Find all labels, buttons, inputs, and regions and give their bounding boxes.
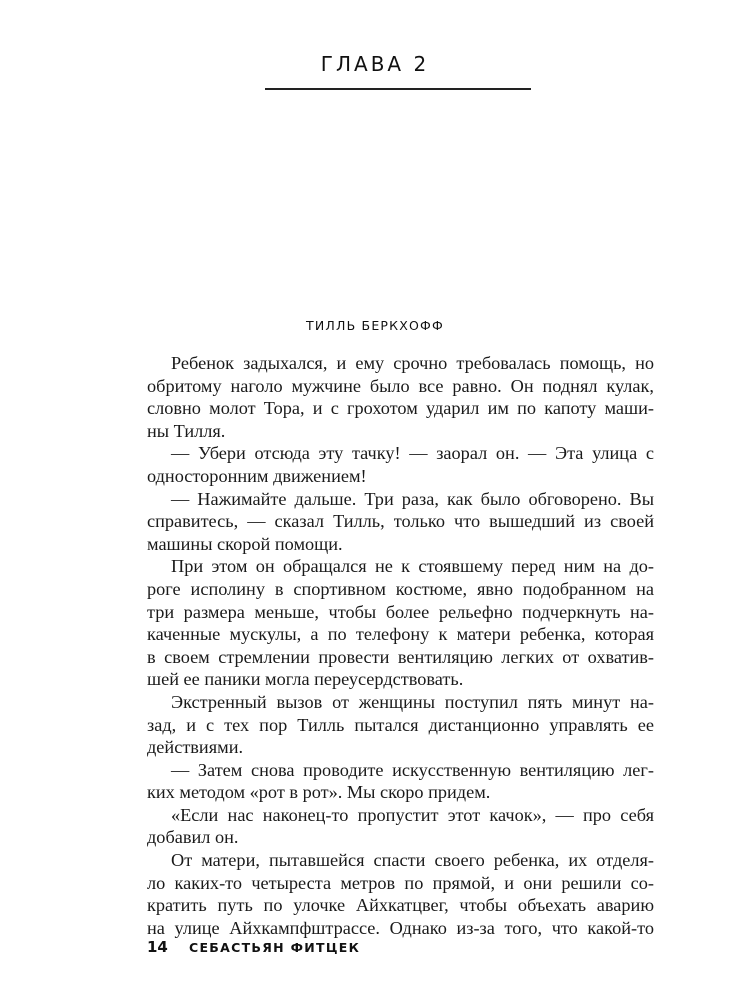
text-line: кратить путь по улочке Айхкатцвег, чтобы объехать аварию <box>147 895 654 916</box>
text-line: три размера меньше, чтобы более рельефно подчеркнуть на- <box>147 601 654 622</box>
text-line: ны Тилля. <box>147 420 226 441</box>
text-line: справитесь, — сказал Тилль, только что вышедший из своей <box>147 511 654 532</box>
text-line: «Если нас наконец-то пропустит этот качок», — про себя <box>171 804 654 825</box>
text-line: добавил он. <box>147 827 239 848</box>
text-line: — Нажимайте дальше. Три раза, как было обговорено. Вы <box>171 488 654 509</box>
running-head-author: СЕБАСТЬЯН ФИТЦЕК <box>189 940 361 955</box>
text-line: Ребенок задыхался, и ему срочно требовалась помощь, но <box>171 353 654 373</box>
text-line: — Убери отсюда эту тачку! — заорал он. — Эта улица с <box>171 443 654 464</box>
text-line: на улице Айхкампфштрассе. Однако из-за того, что какой-то <box>147 917 654 938</box>
page-number: 14 <box>147 938 168 956</box>
text-line: При этом он обращался не к стоявшему перед ним на до- <box>171 556 654 577</box>
text-line: обритому наголо мужчине было все равно. Он поднял кулак, <box>147 375 654 396</box>
chapter-title: ГЛАВА 2 <box>320 52 430 76</box>
text-line: действиями. <box>147 737 244 758</box>
text-line: шей ее паники могла переусердствовать. <box>147 669 464 690</box>
text-line: ких методом «рот в рот». Мы скоро придем. <box>147 782 491 803</box>
text-line: роге исполину в спортивном костюме, явно подобранном на <box>147 578 654 599</box>
text-line: Экстренный вызов от женщины поступил пять минут на- <box>171 691 654 712</box>
text-line: От матери, пытавшейся спасти своего ребенка, их отделя- <box>171 850 654 871</box>
page-footer <box>147 938 360 956</box>
text-line: словно молот Тора, и с грохотом ударил им по капоту маши- <box>147 398 654 419</box>
text-line: каченные мускулы, а по телефону к матери ребенка, которая <box>147 624 654 645</box>
text-line: односторонним движением! <box>147 465 367 486</box>
text-line: в своем стремлении провести вентиляцию легких от охватив- <box>147 646 654 667</box>
chapter-rule-divider <box>265 88 531 90</box>
text-line: — Затем снова проводите искусственную вентиляцию лег- <box>171 759 654 780</box>
text-line: ло каких-то четыреста метров по прямой, и они решили со- <box>147 872 654 893</box>
text-line: машины скорой помощи. <box>147 533 343 554</box>
body-text <box>147 352 654 939</box>
text-line: зад, и с тех пор Тилль пытался дистанционно управлять ее <box>147 714 654 735</box>
section-heading: ТИЛЛЬ БЕРКХОФФ <box>306 318 444 333</box>
